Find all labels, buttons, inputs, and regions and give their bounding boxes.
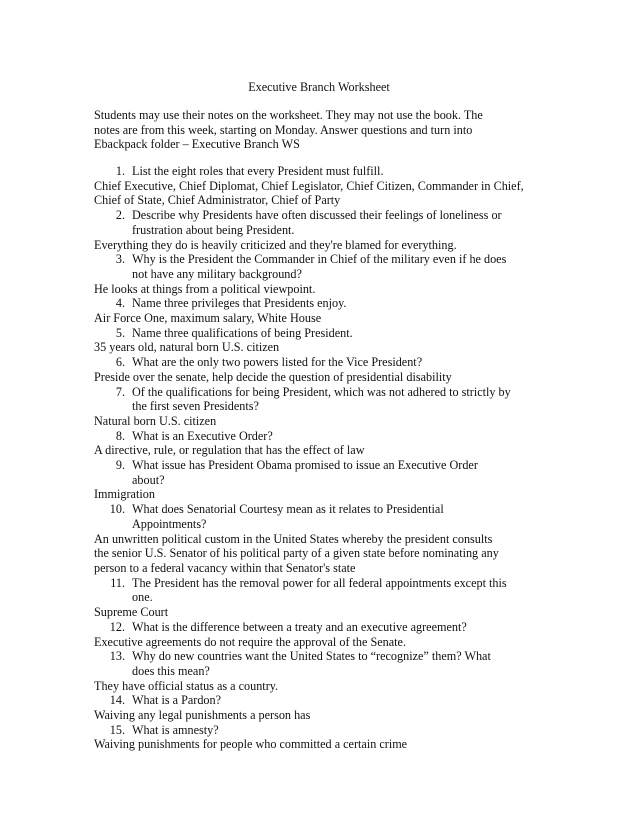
question-item: [94, 693, 554, 708]
question-text: What does Senatorial Courtesy mean as it relates to Presidential: [132, 502, 444, 517]
question-item: [94, 576, 554, 605]
question-item: [94, 649, 554, 678]
question-text: Name three privileges that Presidents enjoy.: [132, 296, 347, 311]
answer-text: [94, 370, 554, 385]
answer-line: Supreme Court: [94, 605, 169, 620]
question-number: 9.: [115, 458, 125, 473]
question-text: Of the qualifications for being President, which was not adhered to strictly by: [132, 384, 511, 399]
question-text: one.: [132, 590, 153, 605]
question-item: [94, 385, 554, 414]
answer-line: Preside over the senate, help decide the question of presidential disability: [94, 369, 452, 384]
answer-line: They have official status as a country.: [94, 678, 279, 693]
answer-line: Waiving punishments for people who committed a certain crime: [94, 737, 408, 752]
answer-text: [94, 238, 554, 253]
question-text: What is a Pardon?: [132, 693, 222, 708]
question-text: The President has the removal power for all federal appointments except this: [132, 575, 507, 590]
question-item: [94, 208, 554, 237]
answer-text: [94, 311, 554, 326]
intro-line: Students may use their notes on the worksheet. They may not use the book. The: [94, 108, 483, 122]
answer-text: [94, 414, 554, 429]
question-number: 4.: [115, 296, 125, 311]
question-item: [94, 429, 554, 444]
question-item: [94, 620, 554, 635]
answer-text: [94, 605, 554, 620]
question-number: 7.: [115, 384, 125, 399]
answer-line: 35 years old, natural born U.S. citizen: [94, 340, 280, 355]
intro-line: notes are from this week, starting on Monday. Answer questions and turn into: [94, 122, 473, 137]
answer-line: Natural born U.S. citizen: [94, 413, 217, 428]
question-text: the first seven Presidents?: [132, 399, 259, 414]
answer-text: [94, 179, 554, 208]
answer-line: Chief Executive, Chief Diplomat, Chief Legislator, Chief Citizen, Commander in Chief,: [94, 178, 524, 193]
question-text: What are the only two powers listed for the Vice President?: [132, 355, 423, 370]
question-text: What is amnesty?: [132, 722, 219, 737]
answer-text: [94, 532, 554, 576]
answer-line: Everything they do is heavily criticized and they're blamed for everything.: [94, 237, 457, 252]
answer-line: person to a federal vacancy within that Senator's state: [94, 560, 356, 575]
question-item: [94, 458, 554, 487]
question-item: [94, 502, 554, 531]
question-text: not have any military background?: [132, 266, 302, 281]
question-text: Name three qualifications of being President.: [132, 325, 353, 340]
question-item: [94, 326, 554, 341]
question-number: 10.: [109, 502, 125, 517]
answer-line: Waiving any legal punishments a person has: [94, 708, 311, 723]
intro-line: Ebackpack folder – Executive Branch WS: [94, 137, 300, 152]
question-text: What is an Executive Order?: [132, 428, 273, 443]
answer-line: An unwritten political custom in the United States whereby the president consults: [94, 531, 493, 546]
question-text: What issue has President Obama promised to issue an Executive Order: [132, 458, 478, 473]
question-text: about?: [132, 472, 165, 487]
question-text: frustration about being President.: [132, 222, 295, 237]
answer-line: Immigration: [94, 487, 155, 502]
answer-text: [94, 340, 554, 355]
question-number: 8.: [115, 428, 125, 443]
answer-text: [94, 635, 554, 650]
question-item: [94, 296, 554, 311]
question-text: What is the difference between a treaty and an executive agreement?: [132, 619, 467, 634]
question-number: 13.: [109, 649, 125, 664]
answer-line: Executive agreements do not require the approval of the Senate.: [94, 634, 407, 649]
question-text: Describe why Presidents have often discussed their feelings of loneliness or: [132, 208, 502, 223]
intro-paragraph: [94, 108, 549, 152]
answer-line: Air Force One, maximum salary, White House: [94, 311, 322, 326]
question-number: 11.: [110, 575, 125, 590]
answer-line: the senior U.S. Senator of his political party of a given state before nominating any: [94, 546, 499, 561]
question-item: [94, 164, 554, 179]
question-text: Appointments?: [132, 516, 207, 531]
question-item: [94, 723, 554, 738]
question-item: [94, 252, 554, 281]
question-number: 5.: [115, 325, 125, 340]
question-number: 3.: [115, 252, 125, 267]
answer-text: [94, 487, 554, 502]
answer-line: He looks at things from a political viewpoint.: [94, 281, 316, 296]
answer-text: [94, 708, 554, 723]
answer-line: A directive, rule, or regulation that has the effect of law: [94, 443, 365, 458]
question-number: 2.: [115, 208, 125, 223]
question-number: 14.: [109, 693, 125, 708]
question-number: 6.: [115, 355, 125, 370]
answer-text: [94, 679, 554, 694]
question-number: 15.: [109, 722, 125, 737]
question-item: [94, 355, 554, 370]
question-text: does this mean?: [132, 663, 210, 678]
answer-text: [94, 282, 554, 297]
answer-line: Chief of State, Chief Administrator, Chief of Party: [94, 193, 341, 208]
question-number: 12.: [109, 619, 125, 634]
page-title: Executive Branch Worksheet: [248, 80, 390, 94]
question-text: Why do new countries want the United States to “recognize” them? What: [132, 649, 491, 664]
answer-text: [94, 737, 554, 752]
answer-text: [94, 443, 554, 458]
question-text: List the eight roles that every President must fulfill.: [132, 164, 384, 178]
question-answer-list: [94, 164, 554, 752]
question-text: Why is the President the Commander in Chief of the military even if he does: [132, 252, 507, 267]
question-number: 1.: [115, 164, 125, 178]
